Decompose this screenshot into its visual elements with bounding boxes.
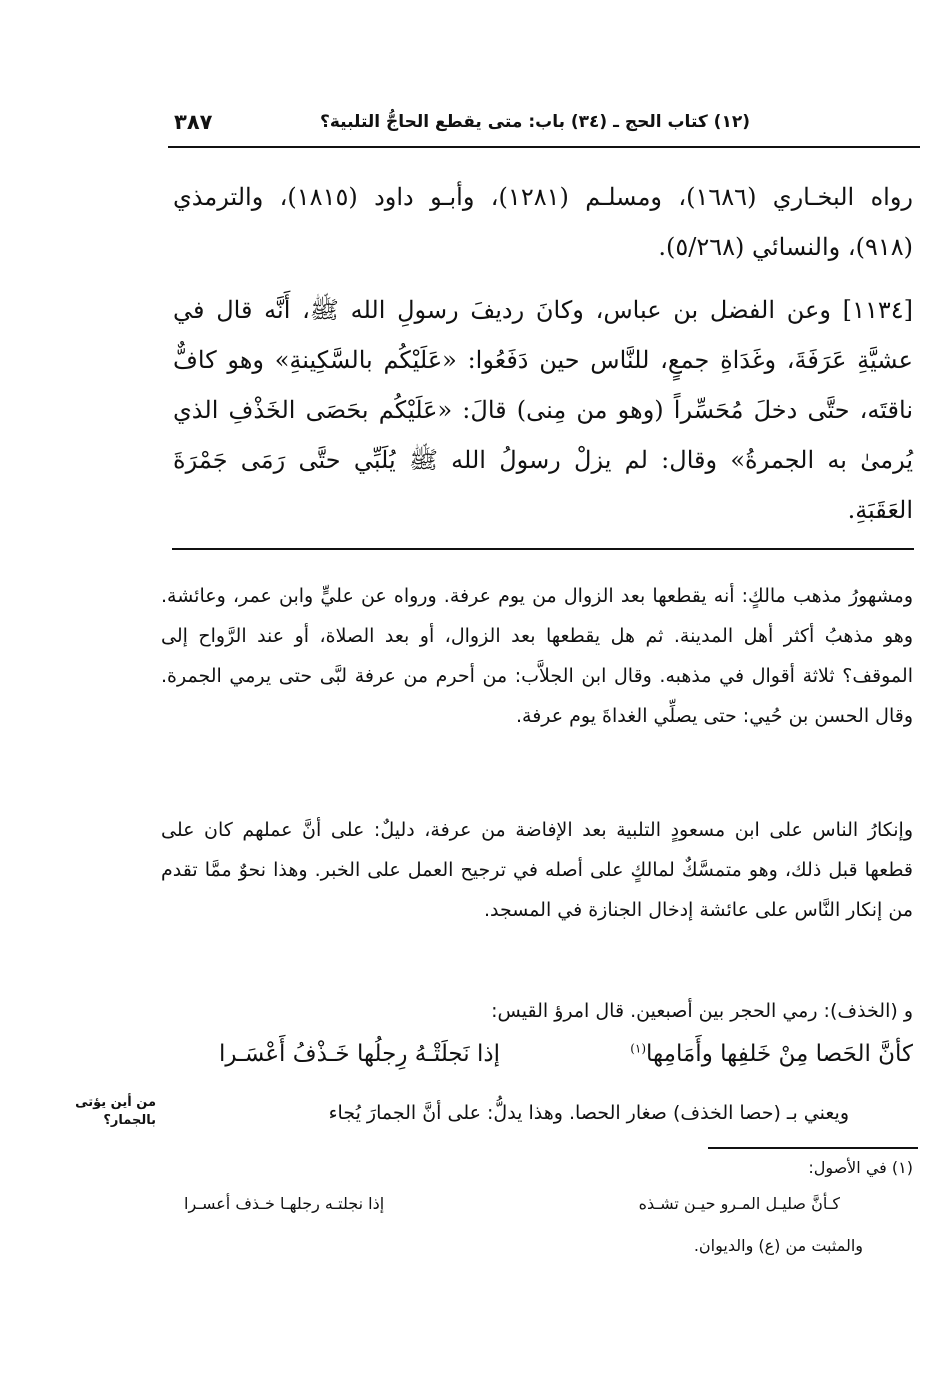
verse-first-hemistich — [630, 1041, 913, 1067]
verse-first-text: كأنَّ الحَصا مِنْ خَلفِها وأَمَامِها — [646, 1041, 913, 1067]
page-number: ٣٨٧ — [174, 110, 213, 134]
hadith-1134-paragraph: [١١٣٤] وعن الفضل بن عباس، وكانَ رديفَ رسولِ الله ﷺ، أَنَّه قال في عشيَّةِ عَرَفَةَ، وغَدَاةِ جمعٍ، للنَّاس حين دَفَعُوا: «عَلَيْكُم بالسَّكِينةِ» وهو كافٌّ ناقتَه، حتَّى دخلَ مُحَسِّراً (وهو من مِنى) قالَ: «عَلَيْكُم بحَصَى الخَذْفِ الذي يُرمىٰ به الجمرةُ» وقال: لم يزلْ رسولُ الله ﷺ يُلَبِّي حتَّى رَمَى جَمْرَةَ العَقَبَةِ. — [173, 296, 913, 524]
footnote-verse — [180, 1194, 840, 1224]
commentary-paragraph-3: و (الخذف): رمي الحجر بين أصبعين. قال امرؤ القيس: — [491, 1000, 913, 1022]
hadith-source-paragraph: رواه البخـاري (١٦٨٦)، ومسلـم (١٢٨١)، وأبـو داود (١٨١٥)، والترمذي (٩١٨)، والنسائي (٥/٢٦٨). — [173, 183, 914, 261]
page-header — [168, 110, 920, 148]
footnote-label: (١) في الأصول: — [808, 1158, 913, 1177]
margin-note: من أين يؤتى بالجمار؟ — [75, 1095, 156, 1128]
running-title: (١٢) كتاب الحج ـ (٣٤) باب: متى يقطع الحاجُّ التلبية؟ — [319, 112, 750, 132]
footnote-verse-first: كـأنَّ صليـل المـرو حيـن تشـذه — [638, 1194, 840, 1213]
footnote-marker[interactable]: (١) — [630, 1041, 647, 1056]
verse-second-hemistich: إذا نَجلَتْـهُ رِجلُها خَـذْفُ أَعْسَـرا — [219, 1041, 501, 1067]
poetry-verse — [161, 1041, 913, 1085]
footnote-divider — [708, 1147, 918, 1149]
commentary-paragraph-2: وإنكارُ الناس على ابن مسعودٍ التلبية بعد الإفاضة من عرفة، دليلٌ: على أنَّ عملهم كان على قطعها قبل ذلك، وهو متمسَّكٌ لمالكٍ على أصله في ترجيح العمل على الخبر. وهذا نحوٌ ممَّا تقدم من إنكار النَّاس على عائشة إدخال الجنازة في المسجد. — [161, 819, 913, 921]
commentary-divider — [172, 548, 914, 550]
footnote-note: والمثبت من (ع) والديوان. — [693, 1236, 863, 1255]
footnote-verse-second: إذا نجلتـه رجلهـا خـذف أعسـرا — [184, 1194, 385, 1213]
commentary-paragraph-4: ويعني بـ (حصا الخذف) صغار الحصا. وهذا يدلُّ: على أنَّ الجمارَ يُجاء — [328, 1102, 849, 1124]
commentary-paragraph-1: ومشهورُ مذهب مالكٍ: أنه يقطعها بعد الزوال من يوم عرفة. ورواه عن عليٍّ وابن عمر، وعائشة. وهو مذهبُ أكثر أهل المدينة. ثم هل يقطعها بعد الزوال، أو بعد الصلاة، أو عند الرَّواح إلى الموقف؟ ثلاثة أقوال في مذهبه. وقال ابن الجلاَّب: من أحرم من عرفة لبَّى حتى يرمي الجمرة. وقال الحسن بن حُيي: حتى يصلِّي الغداةَ يوم عرفة. — [161, 585, 913, 727]
header-rule — [168, 146, 920, 148]
